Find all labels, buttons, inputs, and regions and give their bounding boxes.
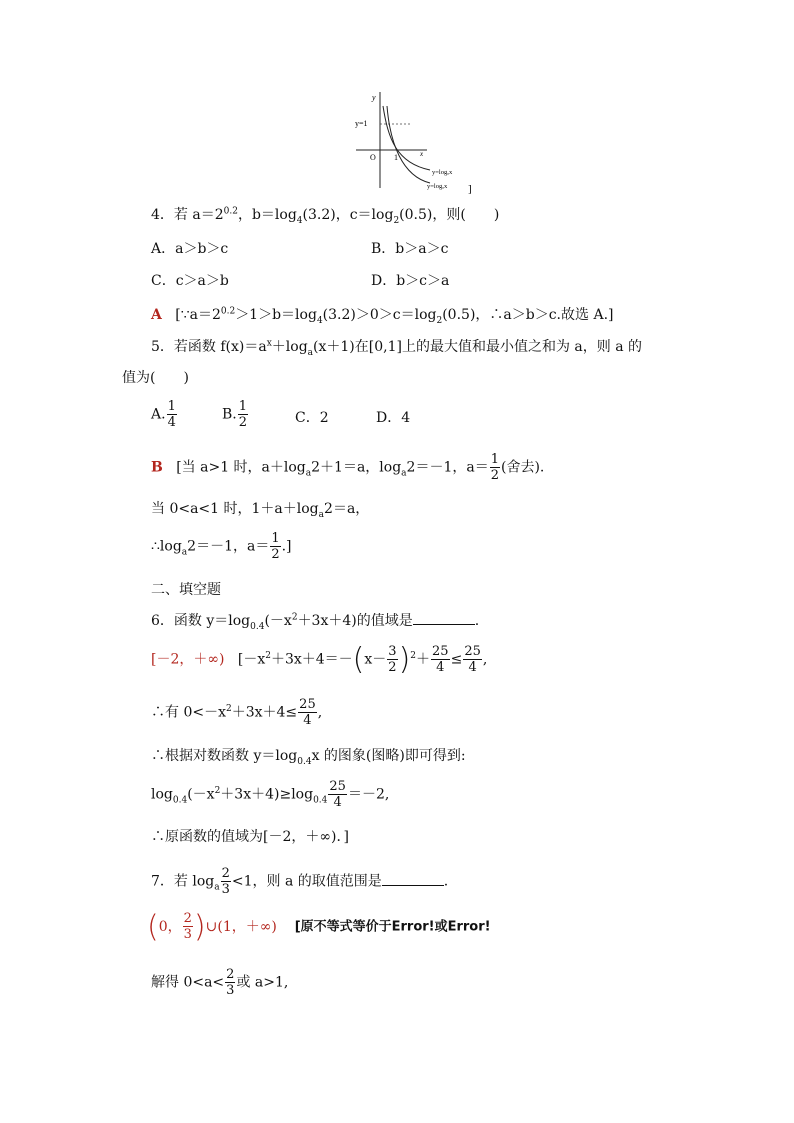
log-graph-figure (352, 88, 482, 200)
q4-option-c[interactable]: C．c＞a＞b (151, 273, 229, 289)
q6-answer-line: [－2，＋∞) [$-x^2+3x+4=-(x-$ $\frac{3}{2}$ )$^2$＋ $\frac{25}{4}$ ≤ $\frac{25}{4}$ , (151, 642, 488, 677)
q6-answer: [－2，＋∞) (151, 651, 225, 668)
fraction: $\frac{2}{3}$ (226, 967, 235, 998)
curve-2-label: y=logₐx (427, 183, 448, 190)
q5-solution-1: B [当 a>1 时，$a+\log_a2+1=a$，$\log_a2=-1$，a＝ $\frac{1}{2}$ (舍去). (151, 452, 545, 483)
fraction: $\frac{1}{4}$ (167, 399, 176, 430)
q7-answer: (0， $\frac{2}{3}$ )∪(1，＋∞) (147, 909, 277, 944)
x-axis-label: x (420, 150, 424, 158)
fraction: $\frac{25}{4}$ (464, 644, 481, 675)
q5-answer-letter: B (151, 459, 163, 476)
q5-option-a[interactable]: A. $\frac{1}{4}$ (151, 399, 176, 430)
q5-option-b[interactable]: B. $\frac{1}{2}$ (222, 399, 248, 430)
q5-stem: 5．若函数 $f(x)=a^x+\log_a(x+1)$在[0,1]上的最大值和最小值之和为 a，则 a 的 (151, 338, 643, 358)
q7-answer-line (147, 909, 491, 944)
answer-blank[interactable] (382, 873, 444, 886)
q5-solution-3: $\therefore\log_a2=-1$，a＝ $\frac{1}{2}$ .] (151, 531, 292, 562)
q6-solution-2: ∴有 $0<-x^2+3x+4\le$ $\frac{25}{4}$ , (151, 697, 323, 728)
origin-label: O (370, 153, 376, 162)
section-heading: 二、填空题 (151, 582, 221, 598)
q5-stem-cont: 值为( ) (122, 370, 189, 386)
q5-solution-2: 当 0<a<1 时，$1+a+\log_a2=a$， (151, 501, 370, 520)
q6-solution-5: ∴原函数的值域为[－2，＋∞)．] (151, 829, 349, 845)
answer-blank[interactable] (413, 612, 475, 625)
q4-answer-letter: A (151, 307, 162, 323)
curve-1-label: y=logₐx (432, 169, 453, 176)
q4-option-d[interactable]: D．b＞c＞a (371, 273, 450, 289)
q5-option-d[interactable]: D．4 (376, 410, 411, 426)
q6-solution-4: $\log_{0.4}(-x^2+3x+4)\ge\log_{0.4}$ $\frac{25}{4}$ ＝－2, (151, 779, 390, 810)
y-axis-label: y (372, 93, 376, 102)
q4-stem: 4．若 $a=2^{0.2}$，$b=\log_4(3.2)$，$c=\log_2(0.5)$，则( ) (151, 206, 500, 226)
q4-option-a[interactable]: A．a＞b＞c (151, 241, 229, 257)
closing-bracket: ] (468, 183, 472, 195)
fraction: $\frac{1}{2}$ (490, 452, 499, 483)
y-equals-1-label: y=1 (355, 119, 368, 128)
fraction: $\frac{3}{2}$ (388, 644, 397, 675)
q7-solution-2: 解得 0<a< $\frac{2}{3}$ 或 a>1, (151, 967, 289, 998)
q7-stem: 7．若 $\log_a$ $\frac{2}{3}$ <1，则 a 的取值范围是 . (151, 866, 449, 897)
fraction: $\frac{2}{3}$ (221, 866, 230, 897)
fraction: $\frac{2}{3}$ (183, 911, 192, 942)
fraction: $\frac{1}{2}$ (238, 399, 248, 430)
one-label: 1 (394, 153, 398, 162)
fraction: $\frac{1}{2}$ (271, 531, 280, 562)
fraction: $\frac{25}{4}$ (329, 779, 346, 810)
q5-option-c[interactable]: C．2 (295, 410, 329, 426)
q7-solution-1: [原不等式等价于Error!或Error! (294, 919, 491, 935)
q4-answer: A [$\because a=2^{0.2}>1>b=\log_4(3.2)>0>c=\log_2(0.5)$，∴a＞b＞c.故选 A.] (151, 306, 614, 326)
fraction: $\frac{25}{4}$ (432, 644, 449, 675)
fraction: $\frac{25}{4}$ (299, 697, 316, 728)
log-curve-1 (383, 106, 430, 170)
q4-option-b[interactable]: B．b＞a＞c (371, 241, 449, 257)
q6-solution-3: ∴根据对数函数 $y=\log_{0.4}x$ 的图象(图略)即可得到: (151, 748, 466, 767)
q6-stem: 6．函数 $y=\log_{0.4}(-x^2+3x+4)$的值域是 . (151, 612, 480, 632)
